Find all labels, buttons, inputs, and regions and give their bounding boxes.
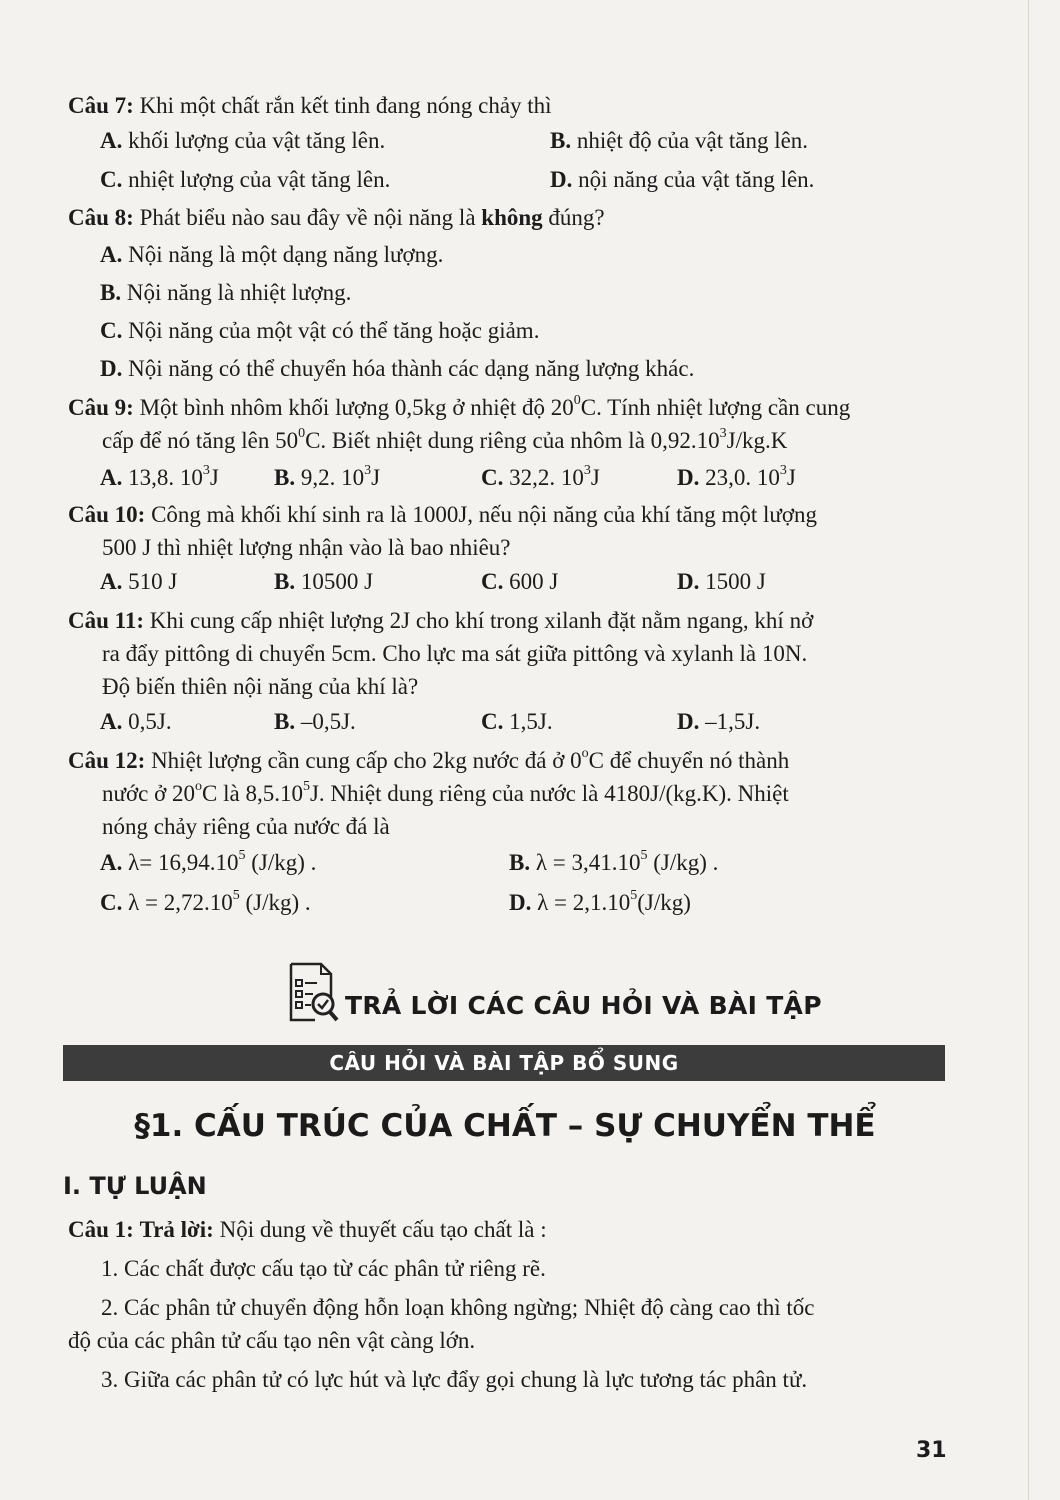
sub-title: I. TỰ LUẬN — [63, 1172, 207, 1200]
option-10c: C. 600 J — [481, 569, 559, 594]
question-line-3: nóng chảy riêng của nước đá là — [102, 814, 390, 839]
answer-point-2-cont: độ của các phân tử cấu tạo nên vật càng lớn. — [68, 1328, 476, 1353]
section-heading — [287, 960, 822, 1030]
question-line-1: Câu 10: Công mà khối khí sinh ra là 1000J, nếu nội năng của khí tăng một lượng — [68, 502, 818, 527]
option-11b: B. –0,5J. — [274, 709, 356, 734]
answer-intro: Câu 1: Trả lời: Nội dung về thuyết cấu tạo chất là : — [68, 1217, 547, 1242]
question-text-end: đúng? — [548, 205, 605, 230]
question-label: Câu 8: — [68, 205, 134, 230]
question-line-1: Câu 11: Khi cung cấp nhiệt lượng 2J cho khí trong xilanh đặt nằm ngang, khí nở — [68, 608, 814, 633]
question-line-3: Độ biến thiên nội năng của khí là? — [102, 674, 419, 699]
option-8d: D. Nội năng có thể chuyển hóa thành các dạng năng lượng khác. — [100, 356, 695, 381]
question-emphasis: không — [481, 205, 543, 230]
option-9b: B. 9,2. $10^3J$ — [274, 463, 381, 490]
answer-point-3: 3. Giữa các phân tử có lực hút và lực đẩy gọi chung là lực tương tác phân tử. — [101, 1367, 808, 1392]
option-10a: A. 510 J — [100, 569, 178, 594]
option-12a: A. $\lambda= 16,94.10^5$ (J/kg) . — [100, 848, 317, 875]
option-12c: C. $\lambda = 2,72.10^5$ (J/kg) . — [100, 888, 311, 915]
checklist-document-icon — [287, 962, 339, 1029]
question-line-1: Câu 12: Nhiệt lượng cần cung cấp cho 2kg nước đá ở 0$^o$C để chuyển nó thành — [68, 746, 790, 773]
option-11a: A. 0,5J. — [100, 709, 172, 734]
option-11d: D. –1,5J. — [677, 709, 761, 734]
question-text: Khi một chất rắn kết tinh đang nóng chảy thì — [139, 93, 552, 118]
option-9c: C. 32,2. $10^3J$ — [481, 463, 600, 490]
section-banner: CÂU HỎI VÀ BÀI TẬP BỔ SUNG — [63, 1045, 945, 1081]
option-7d: D. nội năng của vật tăng lên. — [550, 167, 815, 192]
option-8a: A. Nội năng là một dạng năng lượng. — [100, 242, 444, 267]
option-8c: C. Nội năng của một vật có thể tăng hoặc giảm. — [100, 318, 540, 343]
question-line-2: ra đẩy pittông di chuyển 5cm. Cho lực ma sát giữa pittông và xylanh là 10N. — [102, 641, 808, 666]
option-12b: B. $\lambda = 3,41.10^5$ (J/kg) . — [509, 848, 719, 875]
question-12 — [68, 744, 943, 843]
option-8b: B. Nội năng là nhiệt lượng. — [100, 280, 352, 305]
question-line-2: cấp để nó tăng lên $50^0C$. Biết nhiệt dung riêng của nhôm là 0,92.10$^3$J/kg.K — [102, 426, 788, 453]
option-7a: A. khối lượng của vật tăng lên. — [100, 128, 386, 153]
question-line-2: 500 J thì nhiệt lượng nhận vào là bao nhiêu? — [102, 535, 511, 560]
section-heading-text: TRẢ LỜI CÁC CÂU HỎI VÀ BÀI TẬP — [345, 990, 822, 1020]
option-12d: D. $\lambda = 2,1.10^5(J/kg)$ — [509, 888, 691, 915]
option-10d: D. 1500 J — [677, 569, 766, 594]
question-text: Phát biểu nào sau đây về nội năng là — [139, 205, 476, 230]
question-8 — [68, 201, 943, 234]
question-line-2: nước ở 20$^o$C là 8,5.10$^5$J. Nhiệt dung riêng của nước là 4180J/(kg.K). Nhiệt — [102, 779, 789, 806]
option-9a: A. 13,8. $10^3J$ — [100, 463, 219, 490]
option-7b: B. nhiệt độ của vật tăng lên. — [550, 128, 809, 153]
page-edge-line — [1028, 0, 1029, 1500]
option-9d: D. 23,0. $10^3J$ — [677, 463, 796, 490]
answer-point-1: 1. Các chất được cấu tạo từ các phân tử riêng rẽ. — [101, 1256, 546, 1281]
page-number: 31 — [916, 1438, 947, 1463]
question-9 — [68, 391, 943, 457]
question-label: Câu 7: — [68, 93, 134, 118]
option-10b: B. 10500 J — [274, 569, 374, 594]
option-7c: C. nhiệt lượng của vật tăng lên. — [100, 167, 391, 192]
option-11c: C. 1,5J. — [481, 709, 553, 734]
question-10 — [68, 498, 943, 564]
answer-point-2: 2. Các phân tử chuyển động hỗn loạn không ngừng; Nhiệt độ càng cao thì tốc — [101, 1295, 815, 1320]
chapter-title: §1. CẤU TRÚC CỦA CHẤT – SỰ CHUYỂN THỂ — [134, 1108, 876, 1144]
question-11 — [68, 604, 943, 703]
question-line-1: Câu 9: Một bình nhôm khối lượng 0,5kg ở nhiệt độ $20^0C$. Tính nhiệt lượng cần cung — [68, 393, 851, 420]
question-7 — [68, 89, 943, 122]
